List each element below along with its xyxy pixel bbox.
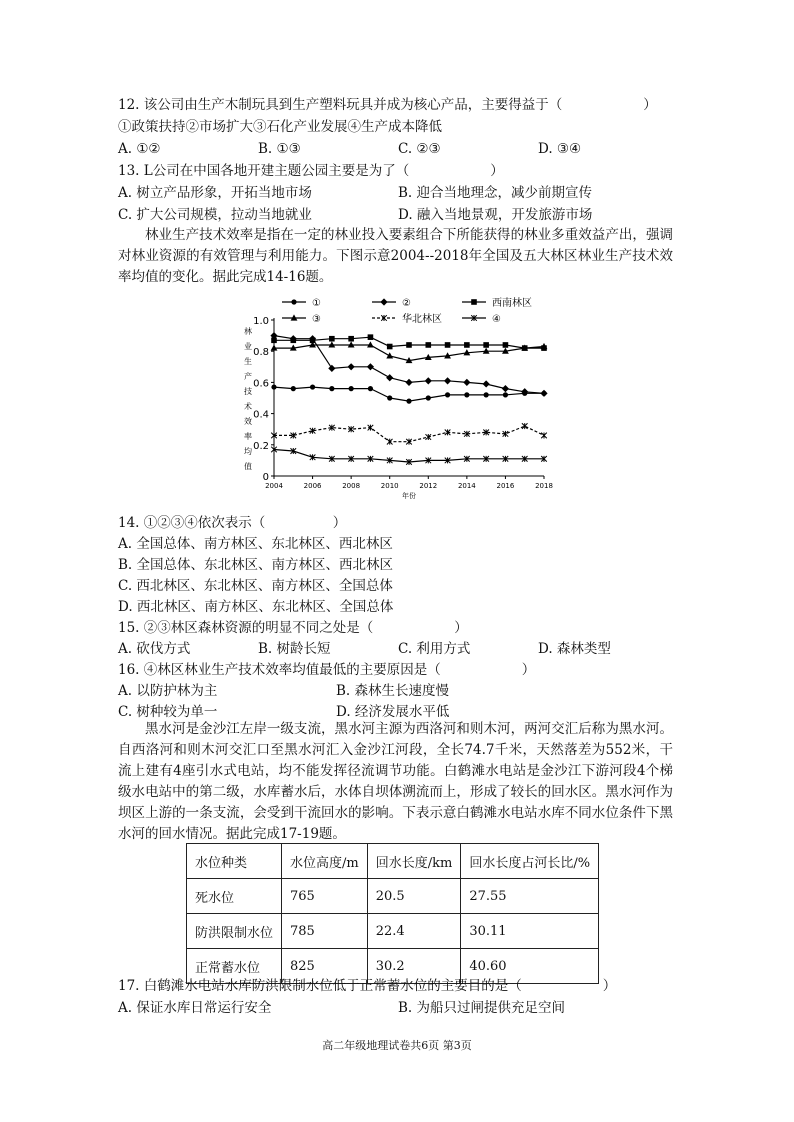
q17-option-b: B. 为船只过闸提供充足空间 [398,1000,566,1016]
y-axis-label [244,326,252,471]
data-point [387,395,392,400]
table-header-row [187,844,599,879]
table-cell: 825 [282,949,368,984]
x-tick-label: 2018 [535,482,553,490]
data-point [502,385,509,392]
y-axis-label-char: 产 [244,372,252,381]
data-point [329,336,335,342]
legend-item [282,298,321,309]
q12-option-d: D. ③④ [538,141,582,157]
y-axis-label-char: 生 [244,357,252,366]
q14-option-d: D. 西北林区、南方林区、东北林区、全国总体 [118,599,394,615]
data-point [483,342,489,348]
y-axis-label-char: 均 [244,447,252,456]
q16-option-c: C. 树种较为单一 [118,704,218,720]
data-point [380,298,387,305]
q12-option-b: B. ①③ [258,141,301,157]
data-point [444,377,451,384]
x-tick-label: 2006 [303,482,322,490]
x-tick-label: 2014 [457,482,476,490]
table-cell: 防洪限制水位 [187,914,282,949]
q13-stem: 13. L公司在中国各地开建主题公园主要是为了（ ） [118,163,504,179]
table-cell: 785 [282,914,368,949]
data-point [367,363,374,370]
q13-option-a: A. 树立产品形象，开拓当地市场 [118,185,312,201]
table-cell: 22.4 [367,914,461,949]
q12-option-a: A. ①② [118,141,161,157]
q16-option-b: B. 森林生长速度慢 [336,683,450,699]
table-cell: 765 [282,879,368,914]
data-point [483,380,490,387]
q15-option-d: D. 森林类型 [538,641,611,657]
x-tick-label: 2016 [496,482,515,490]
table-header: 回水长度/km [367,844,461,879]
data-point [471,299,477,305]
data-point [310,384,315,389]
data-point [368,386,373,391]
q14-stem: 14. ①②③④依次表示（ ） [118,515,347,531]
y-axis-label-char: 率 [244,432,252,441]
q12-factors: ①政策扶持②市场扩大③石化产业发展④生产成本降低 [118,119,442,135]
series-华北林区 [271,423,547,445]
q14-option-b: B. 全国总体、东北林区、南方林区、西北林区 [118,557,394,573]
data-point [368,334,374,340]
data-point [540,390,547,397]
table-header: 回水长度占河长比/% [461,844,599,879]
data-point [290,337,296,343]
q17-option-a: A. 保证水库日常运行安全 [118,1000,272,1016]
data-point [386,352,393,358]
data-point [484,392,489,397]
table-cell: 20.5 [367,879,461,914]
data-point [463,379,470,386]
table-cell: 死水位 [187,879,282,914]
data-point [348,363,355,370]
data-point [503,392,508,397]
q16-stem: 16. ④林区林业生产技术效率均值最低的主要原因是（ ） [118,662,536,678]
y-tick-label: 0.8 [253,347,269,359]
page-footer: 高二年级地理试卷共6页 第3页 [322,1039,472,1052]
forestry-efficiency-chart [240,290,560,500]
q13-option-c: C. 扩大公司规模，拉动当地就业 [118,207,312,223]
y-axis-label-char: 术 [244,402,252,411]
q12-stem: 12. 该公司由生产木制玩具到生产塑料玩具并成为核心产品，主要得益于（ ） [118,97,657,113]
y-tick-label: 0.4 [253,409,269,421]
x-tick-label: 2008 [342,482,361,490]
data-point [406,342,412,348]
data-point [405,379,412,386]
data-point [386,374,393,381]
q15-stem: 15. ②③林区森林资源的明显不同之处是（ ） [118,620,468,636]
chart-legend [282,296,532,325]
forestry-passage: 林业生产技术效率是指在一定的林业投入要素组合下所能获得的林业多重效益产出，强调对林业资源的有效管理与利用能力。下图示意2004--2018年全国及五大林区林业生产技术效率均值的变化。据此完成14-16题。 [118,227,673,285]
table-cell: 正常蓄水位 [187,949,282,984]
data-point [464,392,469,397]
legend-item [282,314,321,325]
legend-item [372,312,442,325]
legend-label: 华北林区 [402,314,442,325]
legend-item [462,314,501,325]
q16-option-d: D. 经济发展水平低 [336,704,450,720]
data-point [445,392,450,397]
series-④ [271,446,547,464]
data-point [271,337,277,343]
x-tick-label: 2004 [265,482,283,490]
legend-label: ① [312,298,321,309]
y-axis-label-char: 业 [244,342,252,351]
table-cell: 30.11 [461,914,599,949]
table-cell: 30.2 [367,949,461,984]
legend-label: ④ [492,314,501,325]
y-axis-label-char: 林 [244,327,252,336]
data-point [425,342,431,348]
y-tick-label: 0.2 [253,440,269,452]
data-point [406,399,411,404]
q12-option-c: C. ②③ [398,141,441,157]
q15-option-a: A. 砍伐方式 [118,641,191,657]
data-point [348,336,354,342]
legend-item [462,296,532,309]
data-point [426,395,431,400]
data-point [291,299,296,304]
y-tick-label: 1.0 [253,316,269,327]
y-axis-label-char: 值 [244,462,252,471]
q13-option-d: D. 融入当地景观，开发旅游市场 [398,207,593,223]
table-cell: 27.55 [461,879,599,914]
q15-option-b: B. 树龄长短 [258,641,331,657]
x-tick-label: 2010 [380,482,399,490]
q14-option-c: C. 西北林区、东北林区、南方林区、全国总体 [118,578,393,594]
y-axis-label-char: 技 [244,387,252,396]
data-point [521,388,528,395]
table-cell: 40.60 [461,949,599,984]
q16-option-a: A. 以防护林为主 [118,683,218,699]
y-axis-label-char: 效 [244,417,252,426]
data-point [271,384,276,389]
data-point [349,386,354,391]
legend-item [372,298,411,309]
backwater-table [186,843,599,984]
q15-option-c: C. 利用方式 [398,641,471,657]
data-point [425,377,432,384]
data-point [522,423,528,429]
table-row [187,879,599,914]
data-point [445,342,451,348]
legend-label: ② [402,298,411,309]
x-axis-label: 年份 [402,492,416,500]
data-point [291,386,296,391]
data-point [387,439,393,445]
table-row [187,914,599,949]
chart-plot-area [270,332,547,465]
q17-stem: 17. 白鹤滩水电站水库防洪限制水位低于正常蓄水位的主要目的是（ ） [118,978,617,994]
q13-option-b: B. 迎合当地理念，减少前期宣传 [398,185,593,201]
y-tick-label: 0.6 [253,378,269,390]
data-point [329,386,334,391]
data-point [503,342,509,348]
data-point [541,432,547,438]
y-tick-label: 0 [262,472,269,483]
q14-option-a: A. 全国总体、南方林区、东北林区、西北林区 [118,536,393,552]
data-point [328,365,335,372]
x-tick-label: 2012 [419,482,438,490]
data-point [387,344,393,350]
legend-label: 西南林区 [492,298,532,309]
heishui-river-passage: 黑水河是金沙江左岸一级支流，黑水河主源为西洛河和则木河，两河交汇后称为黑水河。自西洛河和则木河交汇口至黑水河汇入金沙江河段，全长74.7千米，天然落差为552米，干流上建有4座引水式电站，均不能发挥径流调节功能。白鹤滩水电站是金沙江下游河段4个梯级水电站中的第二级，水库蓄水后，水体自坝体溯流而上，形成了较长的回水区。黑水河作为坝区上游的一条支流，会受到干流回水的影响。下表示意白鹤滩水电站水库不同水位条件下黑水河的回水情况。据此完成17-19题。 [118,721,673,842]
table-header: 水位高度/m [282,844,368,879]
data-point [464,342,470,348]
legend-label: ③ [312,314,321,325]
table-header: 水位种类 [187,844,282,879]
